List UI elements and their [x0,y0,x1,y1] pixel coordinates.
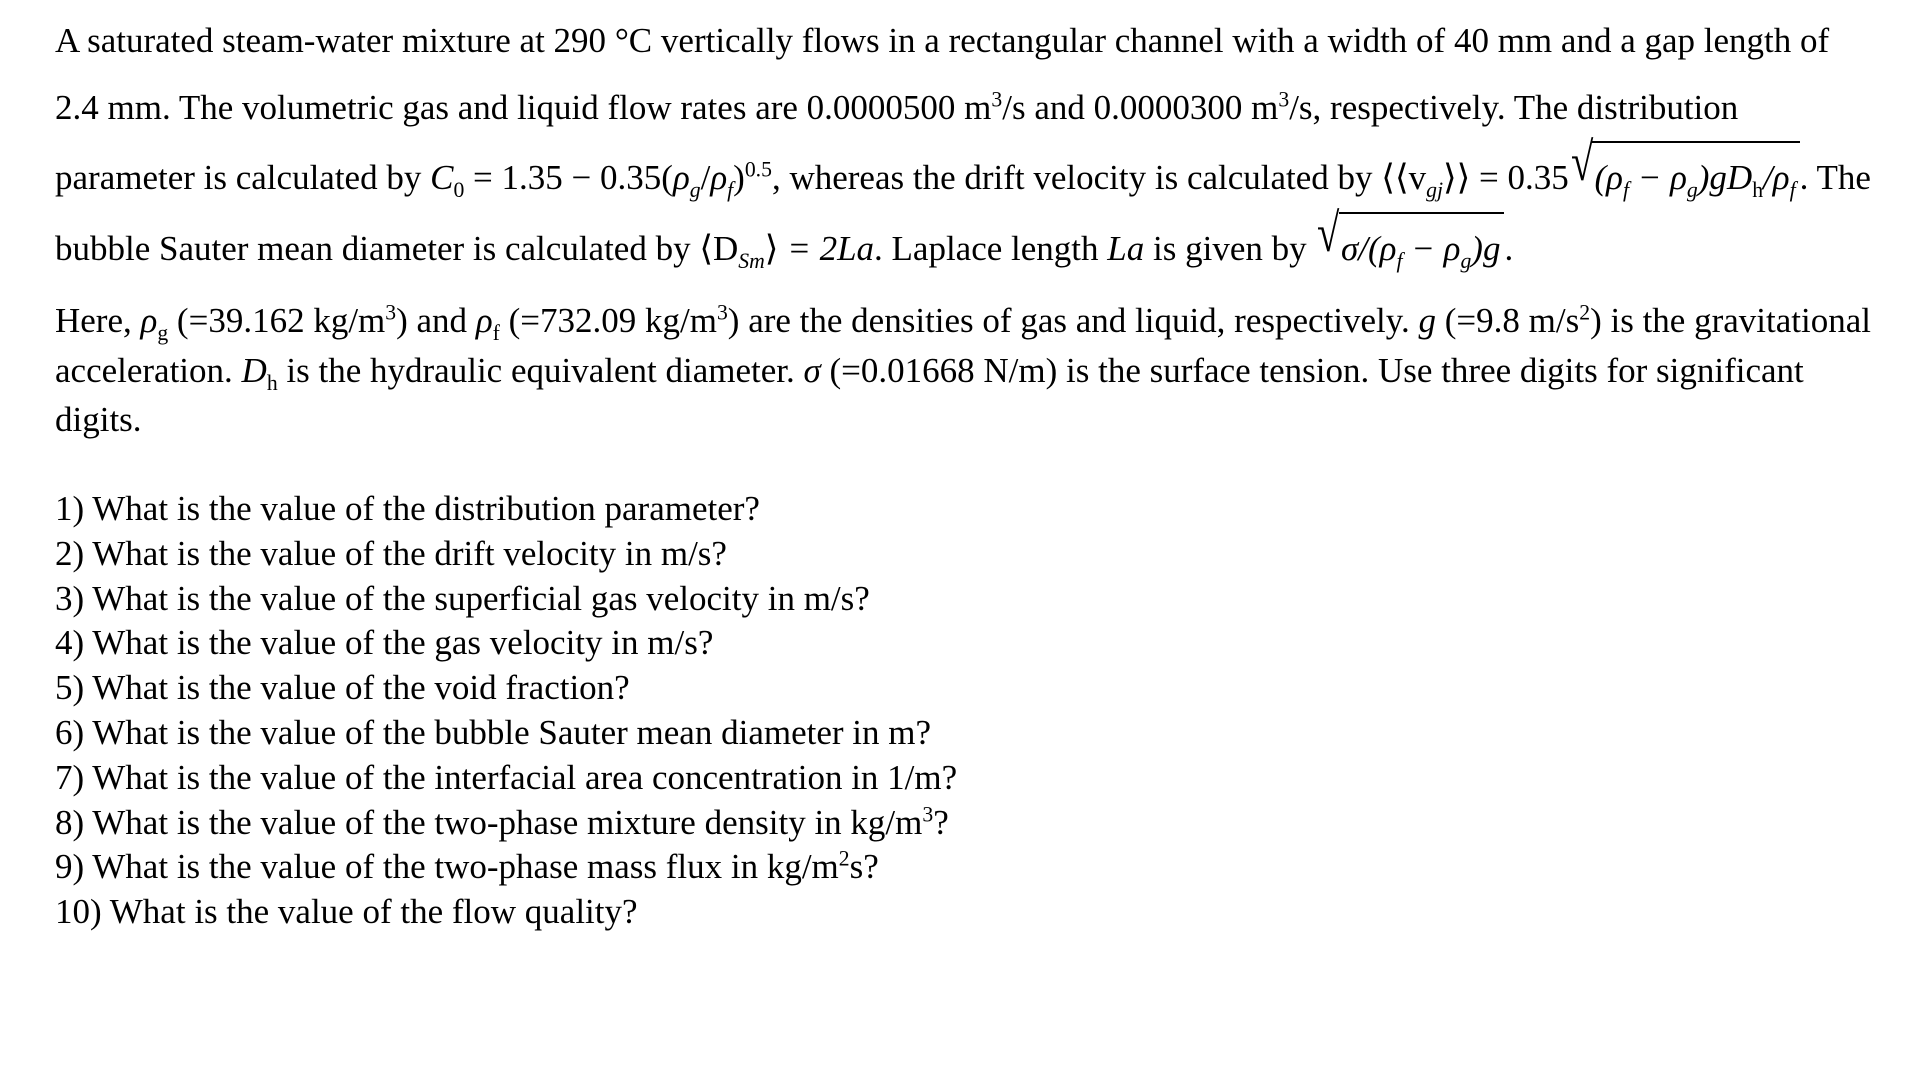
symbol-sigma: σ [803,350,821,390]
rad-term-1: (ρ [1594,158,1623,197]
angle-close-2: ⟩ [764,228,779,268]
rad-sub-h: h [1752,178,1764,202]
subscript-gj: gj [1426,178,1443,202]
text-gravity-value: (=9.8 m/s [1436,301,1580,340]
problem-paragraph [55,8,1880,445]
equation-sauter-diameter [699,228,875,273]
radicand-laplace [1339,212,1504,283]
symbol-rho-liquid: ρ [710,158,728,197]
symbol-rho-gas: ρ [672,158,690,197]
radicand-drift-velocity [1592,141,1799,212]
equation-distribution-parameter [430,157,772,202]
rad2-term-3: )g [1471,228,1501,268]
text-channel-geometry: vertically flows in a rectangular channel with a width of 40 mm and a gap length of 2.4 mm. The volumetric gas and liquid flow rates are 0.0000500 m [55,21,1830,127]
rad-term-4: /ρ [1763,158,1790,197]
degree-celsius: °C [614,21,653,60]
rad2-term-2: − ρ [1402,228,1461,268]
question-9-tail: s? [849,847,879,887]
eq-C0-rhs: = 1.35 − 0.35 [464,158,662,197]
paren-close: ) [733,158,745,197]
text-rho-g-value: (=39.162 kg/m [168,301,386,340]
exponent-cubic-1: 3 [991,86,1003,111]
rad-sub-f: f [1622,178,1629,202]
text-here: Here, [55,301,141,340]
subscript-zero: 0 [453,178,465,202]
question-8 [55,801,1880,846]
questions-list [55,487,1880,935]
paren-open: ( [661,158,673,197]
text-intro: A saturated steam-water mixture at 290 [55,21,615,60]
subscript-Sm: Sm [738,248,765,273]
exponent-cubic-3: 3 [385,300,397,325]
question-8-exponent: 3 [922,801,934,826]
text-flowrates: /s and 0.0000300 m [1002,87,1279,127]
symbol-La: La [1107,228,1145,268]
question-5: 5) What is the value of the void fraction? [55,668,630,708]
text-distribution-parameter-lead: /s, respectively. The distribution parameter is calculated by [55,87,1739,197]
rad-term-3: )gD [1697,158,1753,197]
question-10: 10) What is the value of the flow quality? [55,892,638,932]
eq-Dsm-rhs: = 2La [778,228,875,268]
sqrt-drift-velocity [1570,132,1800,212]
symbol-Dh: D [241,350,267,390]
exponent-cubic-2: 3 [1278,86,1290,111]
question-2: 2) What is the value of the drift velocity in m/s? [55,533,727,573]
symbol-rho-f-2: ρ [475,301,493,340]
question-9 [55,845,1880,890]
text-densities: ) are the densities of gas and liquid, respectively. [727,301,1419,340]
text-gravity-desc: ) is the gravitational acceleration. [55,301,1871,390]
text-laplace-lead: . Laplace length [874,228,1108,268]
radical-sign-icon-2: √ [1317,202,1340,263]
question-9-exponent: 2 [838,846,850,871]
question-1: 1) What is the value of the distribution parameter? [55,489,760,529]
text-sigma-desc: (=0.01668 N/m) is the surface tension. Use three digits for significant digits. [55,350,1804,440]
subscript-f: f [727,178,734,202]
exponent-square-1: 2 [1579,300,1591,325]
radical-sign-icon: √ [1570,132,1594,192]
question-7: 7) What is the value of the interfacial area concentration in 1/m? [55,757,958,797]
rad-term-2: − ρ [1628,158,1687,197]
eq-vgj-coefficient: = 0.35 [1470,158,1569,197]
symbol-vgj: ⟨⟨v [1381,158,1427,197]
problem-body [55,8,1880,282]
question-4: 4) What is the value of the gas velocity in m/s? [55,623,714,663]
exponent-cubic-4: 3 [716,300,728,325]
symbol-C: C [430,158,454,197]
subscript-f-2: f [492,321,500,345]
symbol-Dsm: ⟨D [699,228,739,268]
subscript-g-2: g [157,321,169,345]
question-6: 6) What is the value of the bubble Sauter mean diameter in m? [55,713,932,753]
symbol-rho-g-2: ρ [140,301,158,340]
subscript-g: g [689,178,701,202]
rad2-term-1: σ/(ρ [1341,228,1397,268]
rad2-sub-g: g [1460,248,1472,273]
subscript-h-2: h [266,370,278,395]
rad-sub-g: g [1686,178,1698,202]
text-sauter-lead: . The bubble Sauter mean diameter is calculated by [55,158,1871,268]
angle-close: ⟩⟩ [1442,158,1471,197]
text-rho-f-value: (=732.09 kg/m [499,301,717,340]
text-drift-velocity-lead: , whereas the drift velocity is calculated by [771,158,1382,197]
question-8-text: 8) What is the value of the two-phase mixture density in kg/m [55,802,923,842]
rad-sub-f2: f [1789,178,1796,202]
question-3: 3) What is the value of the superficial gas velocity in m/s? [55,578,870,618]
question-8-tail: ? [933,802,949,842]
problem-nomenclature [55,296,1880,445]
question-9-text: 9) What is the value of the two-phase mass flux in kg/m [55,847,839,887]
text-Dh-desc: is the hydraulic equivalent diameter. [277,350,804,390]
equation-drift-velocity [1381,132,1799,202]
symbol-gravity: g [1418,301,1436,340]
text-and: ) and [396,301,476,340]
exponent-half: 0.5 [744,157,772,182]
sqrt-laplace-length [1317,202,1504,283]
rad2-sub-f: f [1396,248,1403,273]
slash-1: / [700,158,711,197]
text-given-by: is given by [1144,228,1316,268]
text-period: . [1504,228,1514,268]
